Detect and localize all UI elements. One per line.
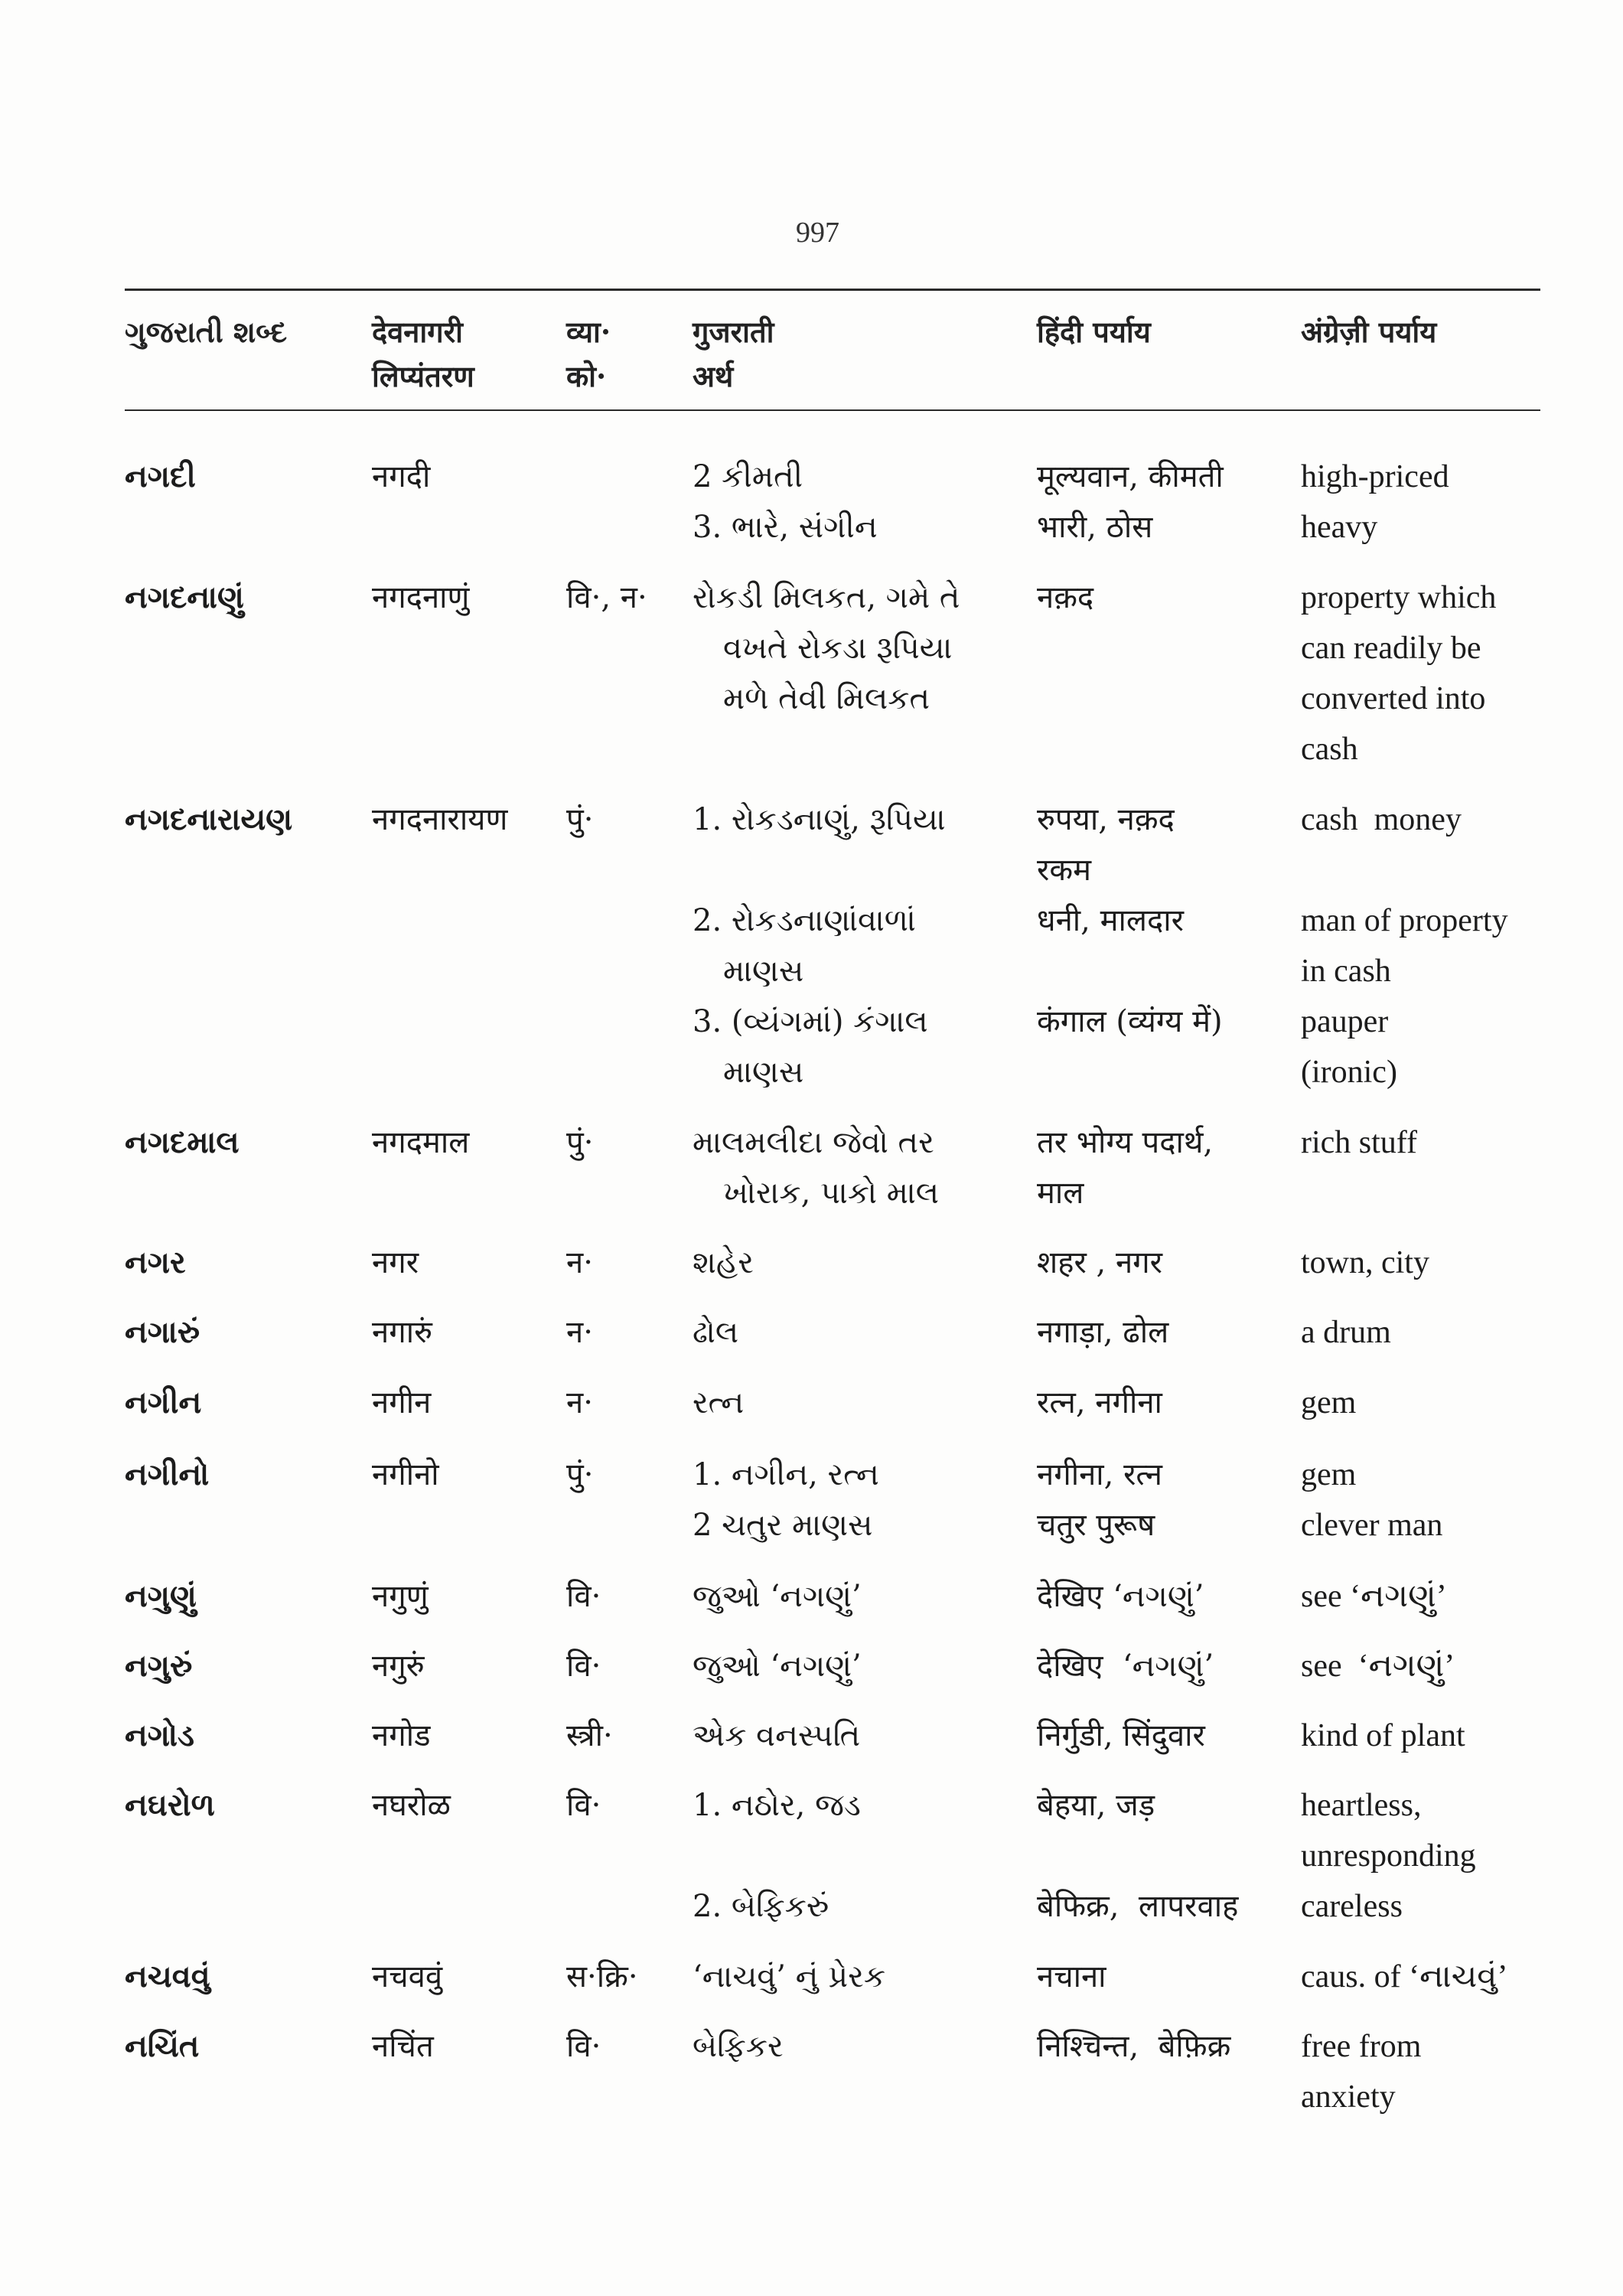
entry-gujarati-meaning: ‘નાચવું’ નું પ્રેરક xyxy=(693,1959,886,1994)
entry-english-equivalent: kind of plant xyxy=(1301,1718,1465,1753)
entry-gujarati-meaning: 2 કીમતી xyxy=(693,459,803,494)
entry-hindi-equivalent: रकम xyxy=(1037,853,1091,888)
header-grammar-line2: को· xyxy=(566,359,607,393)
entry-english-equivalent: clever man xyxy=(1301,1508,1443,1543)
entry-devanagari: नगुणुं xyxy=(372,1579,429,1614)
entry-gujarati-meaning: 2. બેફિકરું xyxy=(693,1889,829,1924)
entry-gujarati-meaning: રત્ન xyxy=(693,1385,745,1420)
entry-grammar: पुं· xyxy=(566,1125,594,1160)
entry-english-equivalent: careless xyxy=(1301,1889,1403,1924)
entry-grammar: वि· xyxy=(566,1649,601,1684)
entry-devanagari: नचववुं xyxy=(372,1959,443,1994)
entry-english-equivalent: (ironic) xyxy=(1301,1055,1397,1090)
entry-english-equivalent: converted into xyxy=(1301,681,1486,716)
entry-gujarati-meaning: વખતે રોકડા રૂપિયા xyxy=(723,631,953,666)
entry-grammar: स्त्री· xyxy=(566,1718,613,1753)
entry-grammar: न· xyxy=(566,1245,593,1280)
entry-hindi-equivalent: रत्न, नगीना xyxy=(1037,1385,1162,1420)
entry-gujarati-word: નગીન xyxy=(125,1384,202,1420)
entry-grammar: स·क्रि· xyxy=(566,1959,638,1994)
entry-hindi-equivalent: निर्गुडी, सिंदुवार xyxy=(1037,1718,1205,1753)
entry-devanagari: नगारुं xyxy=(372,1315,432,1350)
entry-gujarati-meaning: 1. રોકડનાણું, રૂપિયા xyxy=(693,802,946,837)
entry-english-equivalent: anxiety xyxy=(1301,2079,1396,2115)
entry-gujarati-word: નગારું xyxy=(125,1314,200,1350)
entry-gujarati-meaning: 3. (વ્યંગમાં) કંગાલ xyxy=(693,1004,928,1039)
entry-english-equivalent: can readily be xyxy=(1301,631,1481,666)
entry-hindi-equivalent: बेहया, जड़ xyxy=(1037,1788,1155,1823)
entry-hindi-equivalent: नगीना, रत्न xyxy=(1037,1457,1162,1492)
entry-english-equivalent: rich stuff xyxy=(1301,1125,1418,1160)
entry-hindi-equivalent: कंगाल (व्यंग्य में) xyxy=(1037,1004,1223,1039)
entry-gujarati-word: નગીનો xyxy=(125,1456,210,1492)
entry-gujarati-meaning: ખોરાક, પાકો માલ xyxy=(723,1176,940,1211)
entry-hindi-equivalent: माल xyxy=(1037,1176,1084,1211)
top-rule xyxy=(125,289,1540,291)
entry-hindi-equivalent: रुपया, नक़द xyxy=(1037,802,1175,837)
header-devanagari-line1: देवनागरी xyxy=(372,315,464,349)
entry-gujarati-meaning: જુઓ ‘નગણું’ xyxy=(693,1649,862,1684)
entry-english-equivalent: unresponding xyxy=(1301,1838,1476,1874)
header-english: अंग्रेज़ी पर्याय xyxy=(1301,315,1437,349)
entry-gujarati-meaning: રોકડી મિલકત, ગમે તે xyxy=(693,580,960,615)
entry-gujarati-meaning: ઢોલ xyxy=(693,1315,739,1350)
entry-gujarati-word: નગર xyxy=(125,1244,186,1280)
header-rule xyxy=(125,409,1540,411)
entry-grammar: वि·, न· xyxy=(566,580,647,615)
entry-hindi-equivalent: देखिए ‘નગણું’ xyxy=(1037,1649,1214,1684)
header-gujarati-meaning-line2: अर्थ xyxy=(693,359,734,393)
entry-english-equivalent: property which xyxy=(1301,580,1497,615)
entry-gujarati-word: નગુરું xyxy=(125,1648,193,1684)
entry-gujarati-meaning: 3. ભારે, સંગીન xyxy=(693,510,878,545)
entry-gujarati-meaning: એક વનસ્પતિ xyxy=(693,1718,861,1753)
entry-english-equivalent: man of property xyxy=(1301,903,1508,938)
entry-gujarati-word: નગોડ xyxy=(125,1717,194,1753)
entry-gujarati-word: નગદમાલ xyxy=(125,1124,240,1160)
entry-english-equivalent: town, city xyxy=(1301,1245,1429,1280)
entry-english-equivalent: a drum xyxy=(1301,1315,1391,1350)
entry-english-equivalent: pauper xyxy=(1301,1004,1389,1039)
entry-devanagari: नगीन xyxy=(372,1385,432,1420)
entry-hindi-equivalent: देखिए ‘નગણું’ xyxy=(1037,1579,1204,1614)
entry-gujarati-meaning: બેફિકર xyxy=(693,2029,784,2064)
entry-grammar: न· xyxy=(566,1385,593,1420)
entry-english-equivalent: cash xyxy=(1301,732,1358,767)
entry-devanagari: नगदी xyxy=(372,459,431,494)
entry-grammar: पुं· xyxy=(566,802,594,837)
entry-english-equivalent: see ‘નગણું’ xyxy=(1301,1579,1447,1614)
entry-gujarati-meaning: શહેર xyxy=(693,1245,754,1280)
entry-english-equivalent: gem xyxy=(1301,1385,1357,1420)
entry-english-equivalent: heavy xyxy=(1301,510,1378,545)
entry-devanagari: नगदनाणुं xyxy=(372,580,470,615)
entry-english-equivalent: cash money xyxy=(1301,802,1462,837)
entry-grammar: वि· xyxy=(566,1788,601,1823)
header-devanagari xyxy=(372,310,474,399)
entry-devanagari: नगोड xyxy=(372,1718,431,1753)
entry-gujarati-meaning: 2 ચતુર માણસ xyxy=(693,1508,873,1543)
entry-gujarati-meaning: માણસ xyxy=(723,1055,804,1090)
entry-gujarati-meaning: માણસ xyxy=(723,954,804,989)
entry-hindi-equivalent: भारी, ठोस xyxy=(1037,510,1153,545)
entry-hindi-equivalent: नगाड़ा, ढोल xyxy=(1037,1315,1169,1350)
entry-hindi-equivalent: बेफिक्र, लापरवाह xyxy=(1037,1889,1239,1924)
entry-english-equivalent: heartless, xyxy=(1301,1788,1422,1823)
entry-gujarati-meaning: 1. નઠોર, જડ xyxy=(693,1788,861,1823)
entry-devanagari: नगर xyxy=(372,1245,419,1280)
entry-english-equivalent: free from xyxy=(1301,2029,1422,2064)
entry-english-equivalent: in cash xyxy=(1301,954,1391,989)
header-grammar-line1: व्या· xyxy=(566,315,611,349)
entry-grammar: वि· xyxy=(566,1579,601,1614)
entry-devanagari: नगुरुं xyxy=(372,1649,425,1684)
entry-devanagari: नगीनो xyxy=(372,1457,439,1492)
header-gujarati-meaning-line1: गुजराती xyxy=(693,315,774,349)
header-hindi: हिंदी पर्याय xyxy=(1037,315,1151,349)
entry-devanagari: नघरोळ xyxy=(372,1788,451,1823)
entry-gujarati-word: નઘરોળ xyxy=(125,1787,215,1823)
entry-gujarati-meaning: માલમલીદા જેવો તર xyxy=(693,1125,934,1160)
entry-hindi-equivalent: धनी, मालदार xyxy=(1037,903,1184,938)
entry-devanagari: नगदनारायण xyxy=(372,802,508,837)
entry-grammar: न· xyxy=(566,1315,593,1350)
entry-gujarati-word: નગદી xyxy=(125,458,196,494)
entry-hindi-equivalent: निश्चिन्त, बेफ़िक्र xyxy=(1037,2029,1231,2064)
entry-english-equivalent: see ‘નગણું’ xyxy=(1301,1649,1455,1684)
entry-gujarati-word: નગુણું xyxy=(125,1578,197,1614)
entry-gujarati-meaning: 1. નગીન, રત્ન xyxy=(693,1457,879,1492)
header-devanagari-line2: लिप्यंतरण xyxy=(372,359,474,393)
entry-english-equivalent: caus. of ‘નાચવું’ xyxy=(1301,1959,1508,1994)
entry-gujarati-word: નગદનાણું xyxy=(125,579,244,615)
entry-devanagari: नचिंत xyxy=(372,2029,434,2064)
entry-grammar: पुं· xyxy=(566,1457,594,1492)
entry-grammar: वि· xyxy=(566,2029,601,2064)
entry-hindi-equivalent: चतुर पुरूष xyxy=(1037,1508,1155,1543)
entry-english-equivalent: gem xyxy=(1301,1457,1357,1492)
entry-gujarati-word: નચવવું xyxy=(125,1958,210,1994)
entry-hindi-equivalent: नक़द xyxy=(1037,580,1094,615)
entry-hindi-equivalent: शहर , नगर xyxy=(1037,1245,1163,1280)
entry-hindi-equivalent: मूल्यवान, कीमती xyxy=(1037,459,1224,494)
entry-gujarati-word: નચિંત xyxy=(125,2028,200,2064)
entry-english-equivalent: high-priced xyxy=(1301,459,1449,494)
entry-devanagari: नगदमाल xyxy=(372,1125,470,1160)
page-number: 997 xyxy=(796,217,839,249)
entry-hindi-equivalent: नचाना xyxy=(1037,1959,1106,1994)
header-gujarati-meaning xyxy=(693,310,774,399)
entry-gujarati-meaning: જુઓ ‘નગણું’ xyxy=(693,1579,862,1614)
entry-gujarati-meaning: મળે તેવી મિલકત xyxy=(723,681,930,716)
header-gujarati-word: ગુજરાતી શબ્દ xyxy=(125,315,288,349)
entry-hindi-equivalent: तर भोग्य पदार्थ, xyxy=(1037,1125,1214,1160)
entry-gujarati-word: નગદનારાયણ xyxy=(125,801,293,837)
entry-gujarati-meaning: 2. રોકડનાણાંવાળાં xyxy=(693,903,916,938)
header-grammar xyxy=(566,310,611,399)
